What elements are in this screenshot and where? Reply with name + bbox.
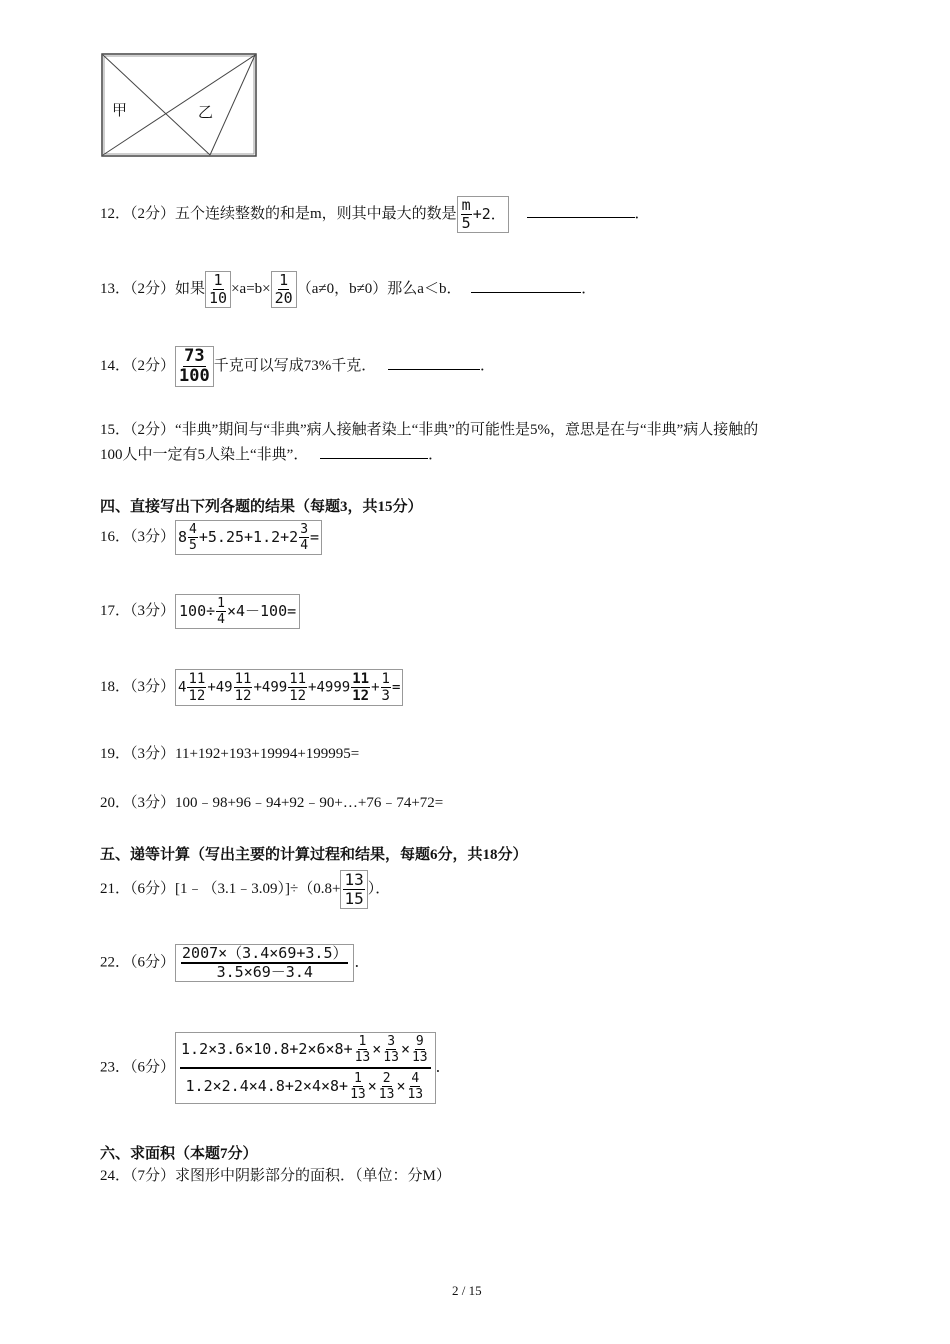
q22-expression: $\frac{2007\times(3.4\times 69+3.5)}{3.5\times 69-3.4}$ <box>175 944 354 982</box>
label-yi: 乙 <box>198 105 214 121</box>
question-13: 13．（2分）如果 $\frac{1}{10}$ ×a=b× $\frac{1}{20}$ （a≠0，b≠0）那么a＜b． ． <box>100 271 597 307</box>
section-6-heading: 六、求面积（本题7分） <box>100 1146 258 1162</box>
answer-blank[interactable] <box>527 203 635 218</box>
page-number: 2 / 15 <box>452 1283 482 1298</box>
q21-fraction: $\frac{13}{15}$ <box>340 870 367 909</box>
answer-blank[interactable] <box>471 278 581 293</box>
question-21: 21．（6分）[1﹣（3.1﹣3.09）]÷（0.8+ $\frac{13}{15}$ ）． <box>100 870 391 908</box>
question-15-line2: 100人中一定有5人染上“非典”． ． <box>100 444 443 465</box>
label-jia: 甲 <box>112 103 128 119</box>
question-24: 24．（7分）求图形中阴影部分的面积．（单位：分M） <box>100 1168 451 1184</box>
question-18: 18．（3分） 4 $\frac{11}{12}$ +49 $\frac{11}{12}$ +499 $\frac{11}{12}$ +4999 $\frac{11}{12}$ + $\frac{1}{3}$ = <box>100 669 403 706</box>
rectangle-figure <box>100 52 260 158</box>
section-5-heading: 五、递等计算（写出主要的计算过程和结果，每题6分，共18分） <box>100 847 528 863</box>
question-14: 14．（2分） $\frac{73}{100}$ 千克可以写成73%千克． ． <box>100 346 495 386</box>
q13-frac1: $\frac{1}{10}$ <box>205 271 231 308</box>
answer-blank[interactable] <box>388 355 480 370</box>
q13-frac2: $\frac{1}{20}$ <box>271 271 297 308</box>
section-4-heading: 四、直接写出下列各题的结果（每题3，共15分） <box>100 499 423 515</box>
question-23: 23．（6分） 1.2×3.6×10.8+2×6×8+ $\frac{1}{13}$ × $\frac{3}{13}$ × $\frac{9}{13}$ 1.2×2.4×4.8+2×4×8+ $\frac{1}{13}$ × $\frac{2}{13}$ × $\frac{4}{13}$ ． <box>100 1034 451 1102</box>
question-16: 16．（3分） 8 $\frac{4}{5}$ +5.25+1.2+2 $\frac{3}{4}$ = <box>100 520 322 555</box>
q16-expression: 8 $\frac{4}{5}$ +5.25+1.2+2 $\frac{3}{4}$ = <box>175 520 322 555</box>
question-17: 17．（3分） 100÷ $\frac{1}{4}$ ×4－100= <box>100 594 300 629</box>
q14-fraction: $\frac{73}{100}$ <box>175 346 214 387</box>
question-22: 22．（6分） $\frac{2007\times(3.4\times 69+3.5)}{3.5\times 69-3.4}$ ． <box>100 944 370 981</box>
question-20: 20．（3分）100﹣98+96﹣94+92﹣90+…+76﹣74+72= <box>100 795 444 811</box>
answer-blank[interactable] <box>320 444 428 459</box>
q17-expression: 100÷ $\frac{1}{4}$ ×4－100= <box>175 594 300 629</box>
question-19: 19．（3分）11+192+193+19994+199995= <box>100 746 360 762</box>
question-12: 12．（2分）五个连续整数的和是m，则其中最大的数是 $\frac{m}{5}$ +2． ． <box>100 196 650 232</box>
q18-expression: 4 $\frac{11}{12}$ +49 $\frac{11}{12}$ +499 $\frac{11}{12}$ +4999 $\frac{11}{12}$ + $\frac{1}{3}$ = <box>175 669 403 706</box>
question-15-line1: 15．（2分）“非典”期间与“非典”病人接触者染上“非典”的可能性是5%，意思是在与“非典”病人接触的 <box>100 422 759 438</box>
q23-expression: 1.2×3.6×10.8+2×6×8+ $\frac{1}{13}$ × $\frac{3}{13}$ × $\frac{9}{13}$ 1.2×2.4×4.8+2×4×8+ $\frac{1}{13}$ × $\frac{2}{13}$ × $\frac{4}{13}$ <box>175 1032 436 1104</box>
q12-formula: $\frac{m}{5}$ +2． <box>457 196 509 233</box>
